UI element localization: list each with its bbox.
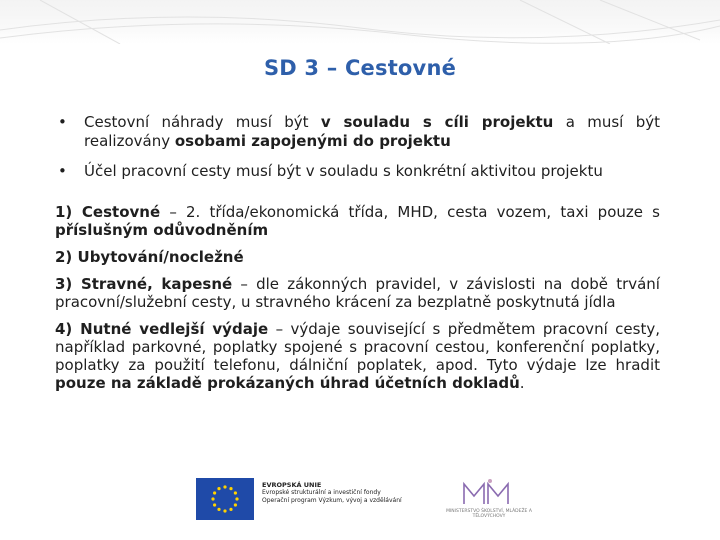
section-emphasis: pouze na základě prokázaných úhrad účetních dokladů	[55, 374, 520, 392]
eu-heading: EVROPSKÁ UNIE	[262, 481, 322, 489]
section-emphasis: příslušným odůvodněním	[55, 221, 269, 239]
bullet-list	[58, 113, 660, 181]
section-text: – výdaje související s předmětem pracovní cesty, například parkovné, poplatky spojené s pracovní cestou, konferenční poplatky, poplatky za použití telefonu, dálniční poplatek, apod. Tyto výdaje lze hradit	[55, 320, 660, 374]
section-heading: 1) Cestovné	[55, 203, 161, 221]
bullet-marker: •	[58, 162, 67, 180]
section-text: .	[519, 374, 525, 392]
bullet-text: a musí být realizovány	[84, 113, 660, 150]
eu-flag-icon	[196, 478, 254, 520]
msmt-mark-icon	[444, 476, 534, 510]
bullet-item	[58, 113, 660, 151]
footer-logos	[196, 476, 536, 524]
section-heading: 4) Nutné vedlejší výdaje	[55, 320, 269, 338]
bullet-marker: •	[58, 113, 67, 131]
decorative-lines-icon	[0, 0, 720, 44]
eu-line-2: Operační program Výzkum, vývoj a vzdělávání	[262, 497, 402, 504]
expense-sections	[55, 203, 660, 401]
section-other-expenses	[55, 320, 660, 392]
header-decoration	[0, 0, 720, 44]
bullet-emphasis: osobami zapojenými do projektu	[174, 132, 451, 150]
bullet-text: Cestovní náhrady musí být	[84, 113, 321, 131]
section-text: – 2. třída/ekonomická třída, MHD, cesta vozem, taxi pouze s	[160, 203, 660, 221]
msmt-caption: MINISTERSTVO ŠKOLSTVÍ, MLÁDEŽE A TĚLOVÝCHOVY	[446, 509, 532, 519]
bullet-item	[58, 162, 660, 181]
section-text: – dle zákonných pravidel, v závislosti na době trvání pracovní/služební cesty, u stravného krácení za bezplatně poskytnutá jídla	[55, 275, 660, 311]
bullet-text: Účel pracovní cesty musí být v souladu s konkrétní aktivitou projektu	[84, 162, 603, 180]
eu-line-1: Evropské strukturální a investiční fondy	[262, 489, 381, 496]
eu-text-block	[262, 481, 442, 505]
slide-title: SD 3 – Cestovné	[263, 56, 457, 80]
section-accommodation	[55, 248, 660, 266]
bullet-emphasis: v souladu s cíli projektu	[320, 113, 554, 131]
eu-stars-icon	[196, 478, 254, 520]
section-travel	[55, 203, 660, 239]
section-heading: 3) Stravné, kapesné	[55, 275, 233, 293]
section-heading: 2) Ubytování/nocležné	[55, 248, 244, 266]
section-meals	[55, 275, 660, 311]
